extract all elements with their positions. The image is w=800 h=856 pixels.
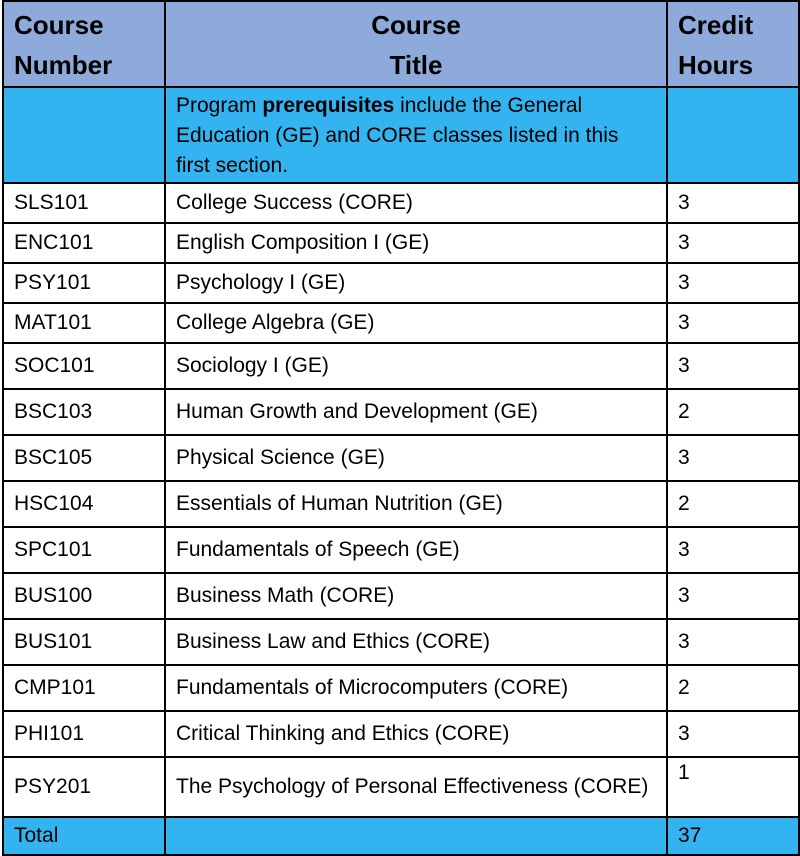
course-title-cell: Business Math (CORE) [165, 573, 667, 619]
course-table [2, 0, 800, 856]
table-row [3, 619, 799, 665]
course-title-cell: Business Law and Ethics (CORE) [165, 619, 667, 665]
total-title-cell [165, 817, 667, 855]
prereq-empty-cell-1 [3, 87, 165, 183]
course-number-cell: BSC103 [3, 389, 165, 435]
header-row [3, 1, 799, 87]
course-number-cell: SOC101 [3, 343, 165, 389]
header-course-title-line2: Title [389, 50, 443, 80]
credit-hours-cell: 3 [667, 183, 799, 223]
course-number-cell: CMP101 [3, 665, 165, 711]
prereq-note-before: Program [176, 94, 263, 117]
course-number-cell: PSY101 [3, 263, 165, 303]
table-row [3, 527, 799, 573]
course-title-cell: Critical Thinking and Ethics (CORE) [165, 711, 667, 757]
course-number-cell: SPC101 [3, 527, 165, 573]
total-credits: 37 [667, 817, 799, 855]
course-number-cell: BUS101 [3, 619, 165, 665]
credit-hours-cell: 2 [667, 389, 799, 435]
prerequisites-row [3, 87, 799, 183]
table-row [3, 389, 799, 435]
course-title-cell: Essentials of Human Nutrition (GE) [165, 481, 667, 527]
table-row [3, 223, 799, 263]
table-row [3, 665, 799, 711]
table-row [3, 183, 799, 223]
course-number-cell: MAT101 [3, 303, 165, 343]
prereq-note-after: include the General Education (GE) and CORE classes listed in this first section. [176, 94, 619, 177]
credit-hours-cell: 3 [667, 573, 799, 619]
header-credit-hours [667, 1, 799, 87]
credit-hours-cell: 3 [667, 619, 799, 665]
credit-hours-cell: 3 [667, 711, 799, 757]
header-course-title-line1: Course [371, 10, 461, 40]
total-row [3, 817, 799, 855]
course-number-cell: ENC101 [3, 223, 165, 263]
header-credit-hours-line1: Credit [678, 10, 754, 40]
header-course-number [3, 1, 165, 87]
course-title-cell: Human Growth and Development (GE) [165, 389, 667, 435]
course-title-cell: Fundamentals of Microcomputers (CORE) [165, 665, 667, 711]
table-row [3, 481, 799, 527]
table-row [3, 711, 799, 757]
credit-hours-cell: 3 [667, 223, 799, 263]
header-course-number-line1: Course [14, 10, 104, 40]
header-credit-hours-line2: Hours [678, 50, 754, 80]
credit-hours-cell: 2 [667, 481, 799, 527]
header-course-number-line2: Number [14, 50, 113, 80]
course-title-cell: Physical Science (GE) [165, 435, 667, 481]
course-number-cell: SLS101 [3, 183, 165, 223]
course-number-cell: PSY201 [3, 757, 165, 817]
table-row [3, 343, 799, 389]
prereq-empty-cell-2 [667, 87, 799, 183]
course-number-cell: BUS100 [3, 573, 165, 619]
credit-hours-cell: 2 [667, 665, 799, 711]
course-title-cell: Fundamentals of Speech (GE) [165, 527, 667, 573]
total-label: Total [3, 817, 165, 855]
credit-hours-cell: 1 [667, 757, 799, 817]
course-title-cell: College Algebra (GE) [165, 303, 667, 343]
course-title-cell: The Psychology of Personal Effectiveness (CORE) [165, 757, 667, 817]
table-row [3, 435, 799, 481]
table-row [3, 757, 799, 817]
course-number-cell: PHI101 [3, 711, 165, 757]
header-course-title [165, 1, 667, 87]
course-number-cell: HSC104 [3, 481, 165, 527]
course-title-cell: College Success (CORE) [165, 183, 667, 223]
credit-hours-cell: 3 [667, 303, 799, 343]
credit-hours-cell: 3 [667, 263, 799, 303]
table-row [3, 303, 799, 343]
table-row [3, 263, 799, 303]
credit-hours-cell: 3 [667, 343, 799, 389]
credit-hours-cell: 3 [667, 435, 799, 481]
course-title-cell: Psychology I (GE) [165, 263, 667, 303]
course-number-cell: BSC105 [3, 435, 165, 481]
prereq-note-bold: prerequisites [262, 94, 395, 117]
prereq-note [165, 87, 667, 183]
table-row [3, 573, 799, 619]
course-title-cell: English Composition I (GE) [165, 223, 667, 263]
course-title-cell: Sociology I (GE) [165, 343, 667, 389]
credit-hours-cell: 3 [667, 527, 799, 573]
